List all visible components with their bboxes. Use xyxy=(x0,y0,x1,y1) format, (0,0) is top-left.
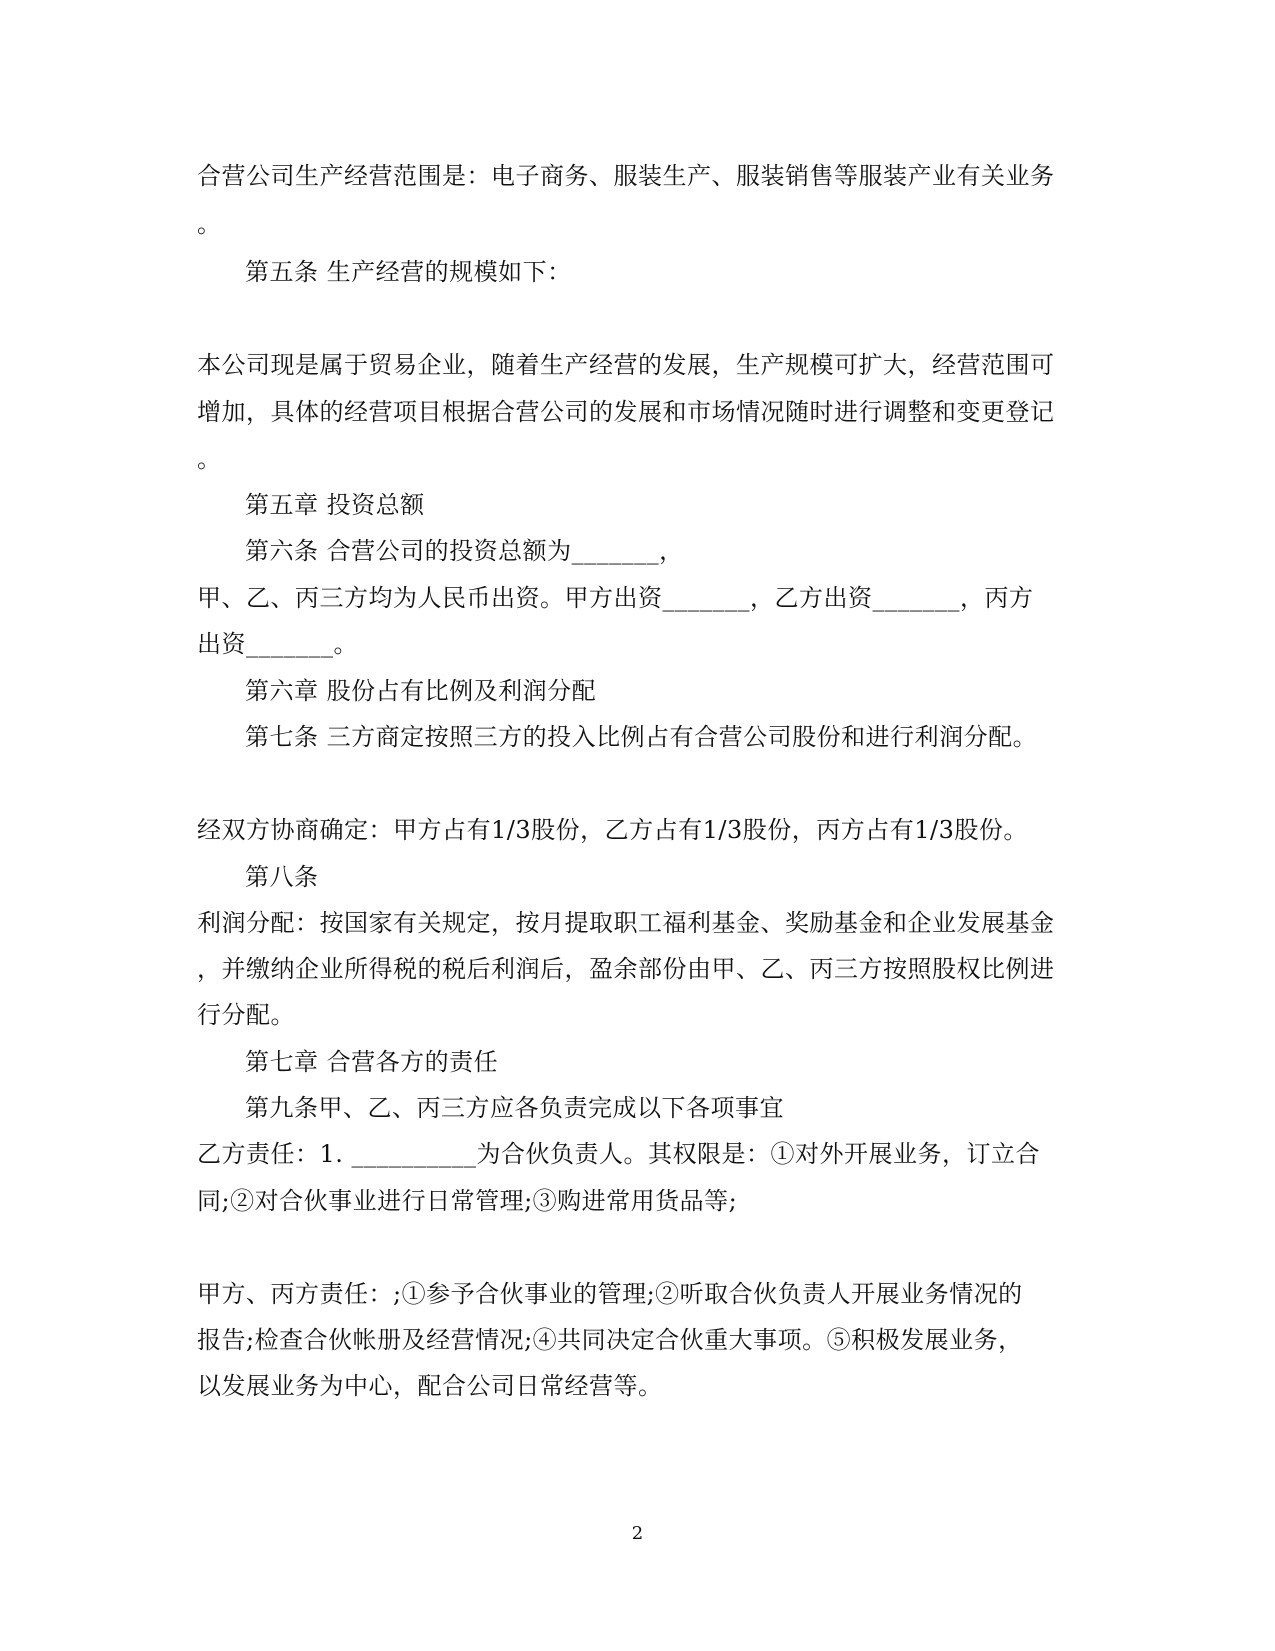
text-line: 同;②对合伙事业进行日常管理;③购进常用货品等; xyxy=(197,1187,738,1215)
text-line: 报告;检查合伙帐册及经营情况;④共同决定合伙重大事项。⑤积极发展业务， xyxy=(197,1326,1023,1354)
text-line: ，并缴纳企业所得税的税后利润后，盈余部份由甲、乙、丙三方按照股权比例进 xyxy=(197,955,1055,983)
text-line: 。 xyxy=(197,445,222,473)
article-heading: 第七条 三方商定按照三方的投入比例占有合营公司股份和进行利润分配。 xyxy=(245,723,1038,751)
article-heading: 第五条 生产经营的规模如下： xyxy=(245,258,572,286)
article-heading: 第九条甲、乙、丙三方应各负责完成以下各项事宜 xyxy=(245,1094,784,1122)
chapter-heading: 第五章 投资总额 xyxy=(245,491,425,519)
text-line: 利润分配：按国家有关规定，按月提取职工福利基金、奖励基金和企业发展基金 xyxy=(197,909,1055,937)
text-line: 甲方、丙方责任：;①参予合伙事业的管理;②听取合伙负责人开展业务情况的 xyxy=(197,1280,1023,1308)
text-line: 本公司现是属于贸易企业，随着生产经营的发展，生产规模可扩大，经营范围可 xyxy=(197,351,1055,379)
text-line: 出资_______。 xyxy=(197,630,358,658)
text-line: 合营公司生产经营范围是：电子商务、服装生产、服装销售等服装产业有关业务 xyxy=(197,162,1055,190)
chapter-heading: 第七章 合营各方的责任 xyxy=(245,1048,499,1076)
chapter-heading: 第六章 股份占有比例及利润分配 xyxy=(245,677,597,705)
text-line: 以发展业务为中心，配合公司日常经营等。 xyxy=(197,1372,663,1400)
article-heading: 第六条 合营公司的投资总额为_______， xyxy=(245,537,684,565)
text-line: 甲、乙、丙三方均为人民币出资。甲方出资_______，乙方出资_______，丙方 xyxy=(197,584,1034,612)
text-line: 经双方协商确定：甲方占有1/3股份，乙方占有1/3股份，丙方占有1/3股份。 xyxy=(197,816,1028,844)
text-line: 增加，具体的经营项目根据合营公司的发展和市场情况随时进行调整和变更登记 xyxy=(197,398,1055,426)
page-number: 2 xyxy=(631,1523,644,1544)
text-line: 乙方责任：1. __________为合伙负责人。其权限是：①对外开展业务，订立合 xyxy=(197,1140,1041,1168)
text-line: 。 xyxy=(197,210,222,238)
text-line: 行分配。 xyxy=(197,1001,295,1029)
article-heading: 第八条 xyxy=(245,863,319,891)
